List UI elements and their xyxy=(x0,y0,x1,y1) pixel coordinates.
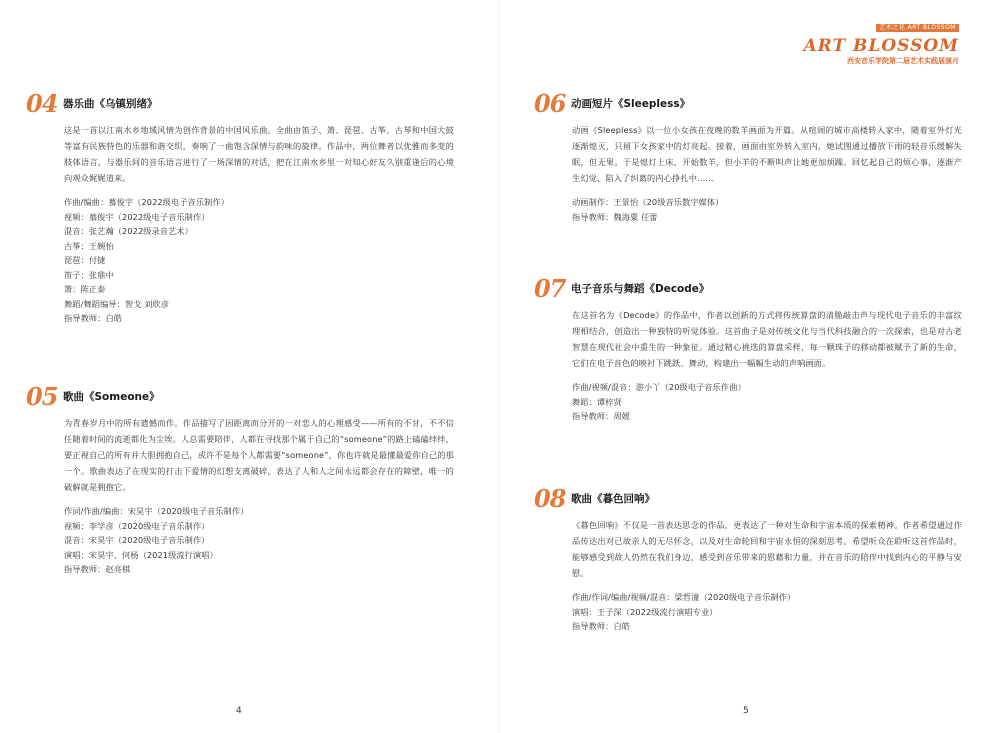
page-number: 5 xyxy=(743,706,749,716)
section-header xyxy=(26,89,454,122)
logo-subtitle: 西安音乐学院第二届艺术实践展演月 xyxy=(847,57,959,65)
credits-list xyxy=(64,195,454,326)
section-number: 05 xyxy=(26,382,58,411)
credit-line: 笛子：张鼎中 xyxy=(64,269,114,280)
section-description: 这是一首以江南水乡地域风情为创作背景的中国风乐曲。全曲由笛子、箫、琵琶、古筝、古琴和中国大鼓等富有民族特色的乐器和谐交织，奏响了一曲饱含深情与韵味的旋律。作品中，两位舞者以优雅而多变的肢体语言，与器乐间的音乐语言进行了一场深情的对话，把在江南水乡里一对知心好友久别重逢后的心境向观众娓娓道来。 xyxy=(64,125,454,183)
section-08 xyxy=(534,484,962,634)
section-title: 电子音乐与舞蹈《Decode》 xyxy=(571,283,710,295)
logo-title: ART BLOSSOM xyxy=(803,36,959,56)
section-description: 动画《Sleepless》以一位小女孩在夜晚的数羊画面为开篇。从喧闹的城市高楼转入家中，随着室外灯光逐渐熄灭，只留下女孩家中的灯亮起。接着，画面由室外转入室内，她试图通过播放下雨的轻音乐缓解失眠，但无果。于是熄灯上床，开始数羊，但小羊的不断叫声让她更加烦躁。回忆起自己的烦心事，逐渐产生幻觉，陷入了纠葛的内心挣扎中...... xyxy=(572,125,962,183)
section-title: 器乐曲《乌镇别绪》 xyxy=(63,98,158,110)
section-06 xyxy=(534,89,962,224)
credit-line: 指导教师：周媛 xyxy=(572,411,631,421)
section-07 xyxy=(534,274,962,424)
credit-line: 古筝：王婉怡 xyxy=(64,240,114,251)
credits-list xyxy=(64,504,454,577)
credit-line: 作曲/作词/编曲/视频/混音：梁哲潼（2020级电子音乐制作） xyxy=(572,592,796,602)
credit-line: 视频：李学彦（2020级电子音乐制作） xyxy=(64,520,210,531)
section-number: 08 xyxy=(534,484,566,513)
credit-line: 演唱：王子深（2022级流行演唱专业） xyxy=(572,606,718,617)
section-number: 06 xyxy=(534,89,566,118)
credits-list xyxy=(572,195,962,224)
credit-line: 箫：陈正泰 xyxy=(64,284,106,294)
credit-line: 混音：张艺瀚（2022级录音艺术） xyxy=(64,226,193,236)
section-header xyxy=(26,382,454,415)
credit-line: 作曲/视频/混音：游小丫（20级电子音乐作曲） xyxy=(572,382,746,392)
credit-line: 指导教师：魏海粟 任蕾 xyxy=(572,211,658,222)
credit-line: 作词/作曲/编曲：宋昊宇（2020级电子音乐制作） xyxy=(64,506,249,516)
section-description: 《暮色回响》不仅是一首表达思念的作品，更表达了一种对生命和宇宙本质的探索精神。作者希望通过作品传达出对已故亲人的无尽怀念，以及对生命轮回和宇宙永恒的深刻思考。希望听众在聆听这首作品时，能够感受到故人仍然在我们身边，感受到音乐带来的慰藉和力量，并在音乐的陪伴中找到内心的平静与安慰。 xyxy=(572,520,962,578)
credit-line: 舞蹈：谭梓贤 xyxy=(572,396,622,407)
art-blossom-logo xyxy=(803,24,959,68)
section-title: 歌曲《暮色回响》 xyxy=(571,493,655,505)
section-04 xyxy=(26,89,454,326)
credit-line: 演唱：宋昊宇、何杨（2021级流行演唱） xyxy=(64,549,218,560)
section-title: 歌曲《Someone》 xyxy=(63,391,160,403)
section-05 xyxy=(26,382,454,577)
credit-line: 混音：宋昊宇（2020级电子音乐制作） xyxy=(64,535,210,545)
credit-line: 动画制作：王景怡（20级音乐数字媒体） xyxy=(572,197,724,207)
section-header xyxy=(534,484,962,517)
credits-list xyxy=(572,590,962,634)
credits-list xyxy=(572,380,962,424)
credit-line: 指导教师：赵亮棋 xyxy=(64,564,131,574)
section-title: 动画短片《Sleepless》 xyxy=(571,98,691,110)
logo-tag: 艺术之花 ART BLOSSOM xyxy=(876,24,959,32)
credit-line: 指导教师：白皓 xyxy=(572,621,631,631)
page-number: 4 xyxy=(236,706,242,716)
section-number: 07 xyxy=(534,274,566,303)
credit-line: 指导教师：白皓 xyxy=(64,313,123,323)
credit-line: 视频：慕俊宇（2022级电子音乐制作） xyxy=(64,211,210,222)
section-header xyxy=(534,89,962,122)
page-right xyxy=(500,0,999,733)
credit-line: 作曲/编曲：慕俊宇（2022级电子音乐制作） xyxy=(64,197,229,207)
section-description: 在这首名为《Decode》的作品中，作者以创新的方式将传统算盘的清脆敲击声与现代电子音乐的丰富纹理相结合，创造出一种独特的听觉体验。这首曲子是对传统文化与当代科技融合的一次探索，也是对古老智慧在现代社会中重生的一种象征。通过精心挑选的算盘采样，每一颗珠子的移动都被赋予了新的生命，它们在电子音色的映衬下跳跃、舞动，构建出一幅幅生动的声响画面。 xyxy=(572,310,962,368)
credit-line: 琵琶：付捷 xyxy=(64,255,106,265)
page-left xyxy=(0,0,499,733)
section-description: 为青春岁月中的所有遗憾而作。作品描写了因距离而分开的一对恋人的心理感受——所有的不甘，不不信任随着时间的流逝都化为尘埃。人总需要陪伴，人都在寻找那个属于自己的“someone”的路上磕磕绊绊，要正视自己的所有并大胆拥抱自己，或许不是每个人都需要“someone”，你也许就是最懂最爱你自己的那一个。歌曲表达了在现实的打击下爱情的幻想支离破碎，表达了人和人之间永远都会存在的障壁，唯一的破解就是拥抱它。 xyxy=(64,418,454,492)
section-header xyxy=(534,274,962,307)
section-number: 04 xyxy=(26,89,58,118)
credit-line: 舞蹈/舞蹈编导：智戈 刘欣彦 xyxy=(64,298,170,309)
